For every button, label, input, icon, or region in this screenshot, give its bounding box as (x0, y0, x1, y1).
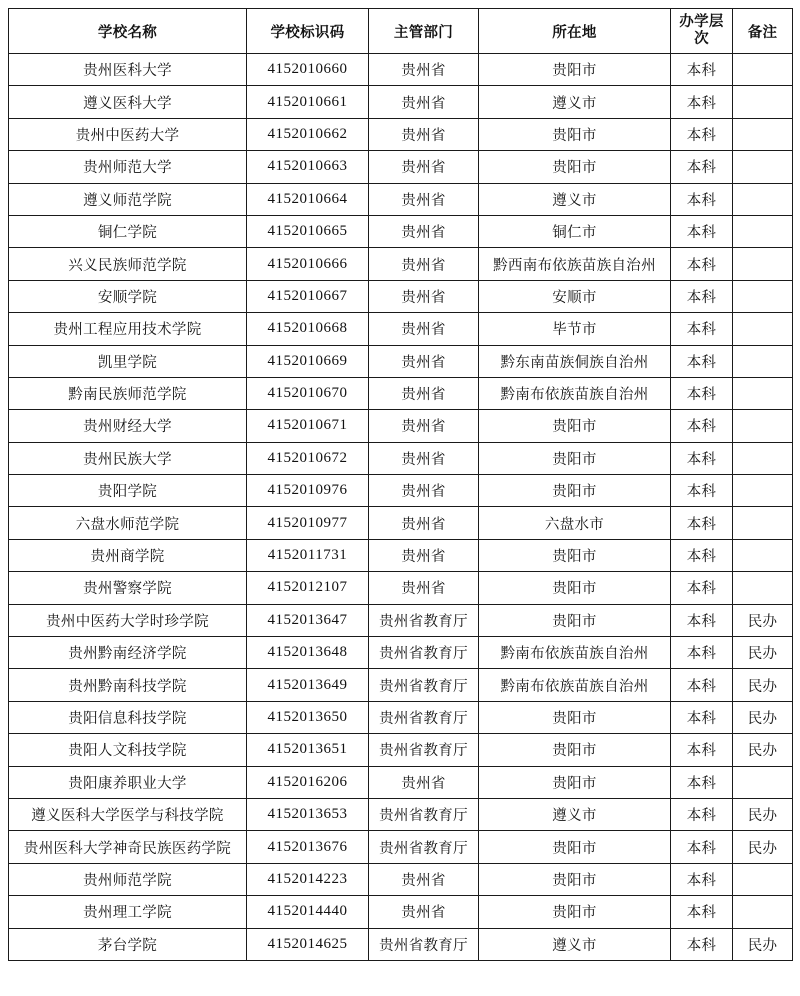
cell-level: 本科 (671, 734, 733, 766)
cell-note (733, 280, 793, 312)
table-row (9, 604, 793, 636)
cell-location: 贵阳市 (479, 604, 671, 636)
header-school-name: 学校名称 (9, 9, 247, 54)
cell-school-code: 4152010660 (247, 54, 369, 86)
cell-school-code: 4152010670 (247, 377, 369, 409)
table-row (9, 280, 793, 312)
cell-school-code: 4152013650 (247, 701, 369, 733)
cell-school-code: 4152010669 (247, 345, 369, 377)
cell-school-name: 贵阳学院 (9, 475, 247, 507)
cell-location: 黔南布依族苗族自治州 (479, 669, 671, 701)
cell-school-code: 4152010667 (247, 280, 369, 312)
cell-note (733, 54, 793, 86)
cell-department: 贵州省教育厅 (369, 637, 479, 669)
cell-note: 民办 (733, 604, 793, 636)
cell-school-name: 遵义医科大学医学与科技学院 (9, 798, 247, 830)
cell-level: 本科 (671, 313, 733, 345)
cell-department: 贵州省 (369, 442, 479, 474)
cell-note: 民办 (733, 928, 793, 960)
cell-note: 民办 (733, 798, 793, 830)
cell-school-code: 4152010661 (247, 86, 369, 118)
cell-department: 贵州省教育厅 (369, 798, 479, 830)
table-row (9, 345, 793, 377)
table-row (9, 798, 793, 830)
cell-department: 贵州省 (369, 86, 479, 118)
table-row (9, 831, 793, 863)
cell-department: 贵州省 (369, 896, 479, 928)
cell-note (733, 215, 793, 247)
cell-note (733, 313, 793, 345)
table-row (9, 637, 793, 669)
table-body (9, 54, 793, 961)
cell-location: 贵阳市 (479, 118, 671, 150)
cell-school-name: 贵州黔南科技学院 (9, 669, 247, 701)
cell-school-code: 4152013653 (247, 798, 369, 830)
cell-department: 贵州省教育厅 (369, 734, 479, 766)
cell-school-name: 贵州黔南经济学院 (9, 637, 247, 669)
cell-level: 本科 (671, 54, 733, 86)
cell-school-code: 4152014223 (247, 863, 369, 895)
cell-school-code: 4152013648 (247, 637, 369, 669)
cell-department: 贵州省 (369, 280, 479, 312)
cell-note (733, 248, 793, 280)
cell-level: 本科 (671, 345, 733, 377)
cell-school-code: 4152013647 (247, 604, 369, 636)
cell-school-name: 贵州民族大学 (9, 442, 247, 474)
table-row (9, 151, 793, 183)
table-row (9, 734, 793, 766)
cell-school-name: 遵义医科大学 (9, 86, 247, 118)
cell-level: 本科 (671, 183, 733, 215)
cell-school-name: 黔南民族师范学院 (9, 377, 247, 409)
cell-note (733, 118, 793, 150)
cell-note (733, 151, 793, 183)
cell-note (733, 475, 793, 507)
cell-level: 本科 (671, 798, 733, 830)
cell-school-code: 4152010668 (247, 313, 369, 345)
cell-school-code: 4152013651 (247, 734, 369, 766)
table-row (9, 896, 793, 928)
cell-level: 本科 (671, 637, 733, 669)
cell-department: 贵州省 (369, 766, 479, 798)
table-row (9, 54, 793, 86)
header-note: 备注 (733, 9, 793, 54)
cell-school-name: 贵州财经大学 (9, 410, 247, 442)
cell-note (733, 896, 793, 928)
cell-school-name: 贵州医科大学神奇民族医药学院 (9, 831, 247, 863)
cell-department: 贵州省 (369, 572, 479, 604)
cell-location: 六盘水市 (479, 507, 671, 539)
cell-location: 遵义市 (479, 86, 671, 118)
cell-note (733, 863, 793, 895)
cell-location: 贵阳市 (479, 734, 671, 766)
header-location: 所在地 (479, 9, 671, 54)
cell-note: 民办 (733, 734, 793, 766)
cell-note: 民办 (733, 831, 793, 863)
cell-school-code: 4152010665 (247, 215, 369, 247)
cell-department: 贵州省教育厅 (369, 604, 479, 636)
cell-department: 贵州省教育厅 (369, 701, 479, 733)
cell-department: 贵州省 (369, 248, 479, 280)
cell-department: 贵州省 (369, 539, 479, 571)
cell-department: 贵州省 (369, 54, 479, 86)
cell-location: 贵阳市 (479, 831, 671, 863)
cell-note (733, 345, 793, 377)
table-row (9, 377, 793, 409)
table-row (9, 442, 793, 474)
cell-school-code: 4152012107 (247, 572, 369, 604)
cell-level: 本科 (671, 377, 733, 409)
cell-school-name: 遵义师范学院 (9, 183, 247, 215)
cell-location: 铜仁市 (479, 215, 671, 247)
cell-department: 贵州省 (369, 345, 479, 377)
cell-note (733, 507, 793, 539)
cell-location: 贵阳市 (479, 151, 671, 183)
table-row (9, 863, 793, 895)
cell-school-name: 贵州工程应用技术学院 (9, 313, 247, 345)
cell-school-code: 4152013649 (247, 669, 369, 701)
cell-note (733, 572, 793, 604)
cell-location: 贵阳市 (479, 442, 671, 474)
cell-level: 本科 (671, 248, 733, 280)
table-row (9, 701, 793, 733)
cell-school-name: 贵州警察学院 (9, 572, 247, 604)
cell-level: 本科 (671, 766, 733, 798)
cell-school-name: 贵州师范大学 (9, 151, 247, 183)
cell-note (733, 442, 793, 474)
header-level: 办学层次 (671, 9, 733, 54)
cell-note (733, 377, 793, 409)
cell-school-name: 贵州理工学院 (9, 896, 247, 928)
cell-school-name: 茅台学院 (9, 928, 247, 960)
cell-school-name: 六盘水师范学院 (9, 507, 247, 539)
cell-level: 本科 (671, 280, 733, 312)
cell-department: 贵州省 (369, 410, 479, 442)
cell-school-name: 安顺学院 (9, 280, 247, 312)
cell-location: 毕节市 (479, 313, 671, 345)
cell-department: 贵州省 (369, 507, 479, 539)
cell-department: 贵州省 (369, 313, 479, 345)
cell-school-name: 贵州中医药大学时珍学院 (9, 604, 247, 636)
cell-school-name: 贵州商学院 (9, 539, 247, 571)
cell-note (733, 183, 793, 215)
cell-school-code: 4152010671 (247, 410, 369, 442)
table-row (9, 475, 793, 507)
cell-school-name: 贵州医科大学 (9, 54, 247, 86)
table-row (9, 248, 793, 280)
cell-school-name: 贵阳信息科技学院 (9, 701, 247, 733)
cell-note: 民办 (733, 637, 793, 669)
table-header-row (9, 9, 793, 54)
table-row (9, 766, 793, 798)
cell-level: 本科 (671, 928, 733, 960)
cell-department: 贵州省 (369, 183, 479, 215)
cell-level: 本科 (671, 896, 733, 928)
cell-school-name: 铜仁学院 (9, 215, 247, 247)
cell-level: 本科 (671, 442, 733, 474)
cell-department: 贵州省 (369, 475, 479, 507)
cell-location: 黔东南苗族侗族自治州 (479, 345, 671, 377)
header-department: 主管部门 (369, 9, 479, 54)
cell-note: 民办 (733, 669, 793, 701)
cell-school-name: 贵阳人文科技学院 (9, 734, 247, 766)
cell-location: 贵阳市 (479, 54, 671, 86)
cell-location: 黔南布依族苗族自治州 (479, 637, 671, 669)
cell-department: 贵州省教育厅 (369, 928, 479, 960)
cell-location: 贵阳市 (479, 475, 671, 507)
cell-school-code: 4152014440 (247, 896, 369, 928)
cell-location: 贵阳市 (479, 766, 671, 798)
cell-school-code: 4152013676 (247, 831, 369, 863)
cell-level: 本科 (671, 831, 733, 863)
table-row (9, 928, 793, 960)
cell-school-code: 4152010663 (247, 151, 369, 183)
cell-note (733, 86, 793, 118)
cell-location: 遵义市 (479, 183, 671, 215)
school-list-document (8, 8, 793, 961)
cell-department: 贵州省 (369, 118, 479, 150)
cell-note (733, 410, 793, 442)
cell-location: 贵阳市 (479, 539, 671, 571)
cell-note: 民办 (733, 701, 793, 733)
cell-level: 本科 (671, 507, 733, 539)
cell-location: 贵阳市 (479, 572, 671, 604)
cell-level: 本科 (671, 539, 733, 571)
cell-location: 贵阳市 (479, 863, 671, 895)
cell-school-code: 4152011731 (247, 539, 369, 571)
cell-department: 贵州省 (369, 151, 479, 183)
school-table (8, 8, 793, 961)
cell-level: 本科 (671, 475, 733, 507)
cell-level: 本科 (671, 863, 733, 895)
cell-location: 贵阳市 (479, 701, 671, 733)
cell-location: 黔南布依族苗族自治州 (479, 377, 671, 409)
cell-school-code: 4152014625 (247, 928, 369, 960)
table-row (9, 507, 793, 539)
cell-school-name: 凯里学院 (9, 345, 247, 377)
table-row (9, 313, 793, 345)
cell-level: 本科 (671, 669, 733, 701)
cell-school-name: 贵州师范学院 (9, 863, 247, 895)
cell-school-code: 4152010666 (247, 248, 369, 280)
cell-school-code: 4152010976 (247, 475, 369, 507)
table-row (9, 410, 793, 442)
table-row (9, 86, 793, 118)
cell-level: 本科 (671, 701, 733, 733)
cell-location: 遵义市 (479, 798, 671, 830)
cell-school-code: 4152010977 (247, 507, 369, 539)
cell-school-code: 4152010664 (247, 183, 369, 215)
cell-department: 贵州省 (369, 215, 479, 247)
cell-level: 本科 (671, 215, 733, 247)
cell-location: 安顺市 (479, 280, 671, 312)
cell-school-name: 贵州中医药大学 (9, 118, 247, 150)
cell-level: 本科 (671, 572, 733, 604)
cell-note (733, 539, 793, 571)
table-row (9, 118, 793, 150)
cell-level: 本科 (671, 410, 733, 442)
cell-department: 贵州省教育厅 (369, 669, 479, 701)
header-school-code: 学校标识码 (247, 9, 369, 54)
cell-school-name: 兴义民族师范学院 (9, 248, 247, 280)
cell-school-code: 4152010672 (247, 442, 369, 474)
cell-school-name: 贵阳康养职业大学 (9, 766, 247, 798)
cell-location: 贵阳市 (479, 410, 671, 442)
cell-department: 贵州省 (369, 863, 479, 895)
cell-department: 贵州省教育厅 (369, 831, 479, 863)
cell-location: 贵阳市 (479, 896, 671, 928)
cell-location: 黔西南布依族苗族自治州 (479, 248, 671, 280)
cell-school-code: 4152016206 (247, 766, 369, 798)
table-row (9, 183, 793, 215)
cell-school-code: 4152010662 (247, 118, 369, 150)
cell-location: 遵义市 (479, 928, 671, 960)
cell-level: 本科 (671, 86, 733, 118)
cell-note (733, 766, 793, 798)
cell-level: 本科 (671, 604, 733, 636)
table-row (9, 215, 793, 247)
cell-level: 本科 (671, 118, 733, 150)
cell-level: 本科 (671, 151, 733, 183)
table-row (9, 539, 793, 571)
table-row (9, 669, 793, 701)
cell-department: 贵州省 (369, 377, 479, 409)
table-row (9, 572, 793, 604)
